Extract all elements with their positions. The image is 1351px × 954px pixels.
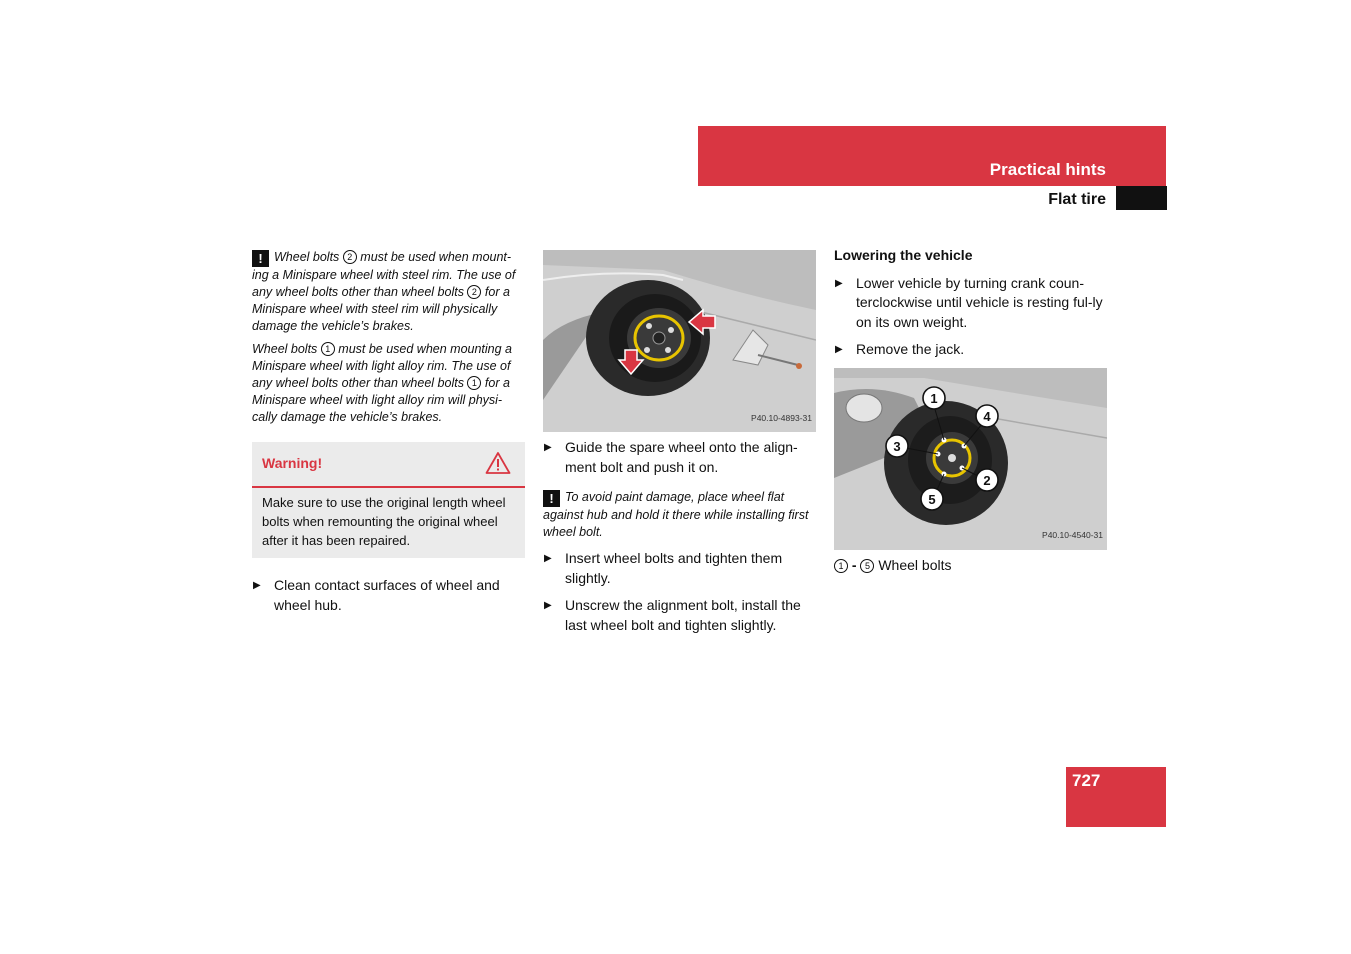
bolt-label: 4: [983, 408, 991, 424]
wheel-bolts-figure: [834, 368, 1107, 550]
bolt-label: 3: [893, 438, 901, 454]
callout-number: 2: [343, 250, 357, 264]
step-lower-vehicle: ▶ Lower vehicle by turning crank coun-terclockwise until vehicle is resting ful-ly on its own weight.: [834, 274, 1107, 333]
figure-code: P40.10-4540-31: [1042, 530, 1103, 540]
callout-number: 5: [860, 559, 874, 573]
step-remove-jack: ▶ Remove the jack.: [834, 340, 1107, 360]
bolt-label: 5: [928, 491, 936, 507]
warning-header: [252, 442, 525, 488]
spare-wheel-figure: [543, 250, 816, 432]
figure-caption: 1 - 5 Wheel bolts: [834, 556, 1107, 576]
bolt-label: 1: [930, 390, 938, 406]
column-2: [543, 250, 816, 635]
heading-lowering: Lowering the vehicle: [834, 247, 973, 263]
subsection-title: Flat tire: [1048, 191, 1106, 208]
warning-title: Warning!: [262, 455, 323, 471]
page-number: 727: [1072, 771, 1101, 790]
column-1: [252, 249, 525, 615]
column-3: [834, 246, 1107, 575]
note-paint-damage: ! To avoid paint damage, place wheel flat against hub and hold it there while installing first wheel bolt.: [543, 490, 809, 539]
callout-number: 2: [467, 285, 481, 299]
callout-number: 1: [834, 559, 848, 573]
step-unscrew-alignment: ▶ Unscrew the alignment bolt, install the last wheel bolt and tighten slightly.: [543, 596, 816, 635]
step-insert-bolts: ▶ Insert wheel bolts and tighten them slightly.: [543, 549, 816, 588]
exclamation-icon: !: [543, 490, 560, 507]
note-alloy-rim: Wheel bolts 1 must be used when mounting a Minispare wheel with light alloy rim. The use of any wheel bolts other than wheel bolts 1 for a Minispare wheel with light alloy rim will physi-cally damage the vehicle’s brakes.: [252, 342, 512, 424]
step-guide-wheel: ▶ Guide the spare wheel onto the align-ment bolt and push it on.: [543, 438, 816, 477]
note-steel-rim: ! Wheel bolts 2 must be used when mount-ing a Minispare wheel with steel rim. The use of any wheel bolts other than wheel bolts 2 for a Minispare wheel with steel rim will physically damage the vehicle’s brakes.: [252, 250, 516, 333]
section-title: Practical hints: [989, 160, 1106, 179]
warning-body: Make sure to use the original length wheel bolts when remounting the original wheel after it has been repaired.: [262, 495, 506, 548]
bolt-label: 2: [983, 472, 991, 488]
warning-triangle-icon: [485, 451, 511, 481]
exclamation-icon: !: [252, 250, 269, 267]
subsection-marker: [1116, 186, 1167, 210]
callout-number: 1: [467, 376, 481, 390]
figure-code: P40.10-4893-31: [751, 412, 812, 423]
step-clean-surfaces: ▶ Clean contact surfaces of wheel and wheel hub.: [252, 576, 525, 615]
warning-box: [252, 442, 525, 558]
callout-number: 1: [321, 342, 335, 356]
